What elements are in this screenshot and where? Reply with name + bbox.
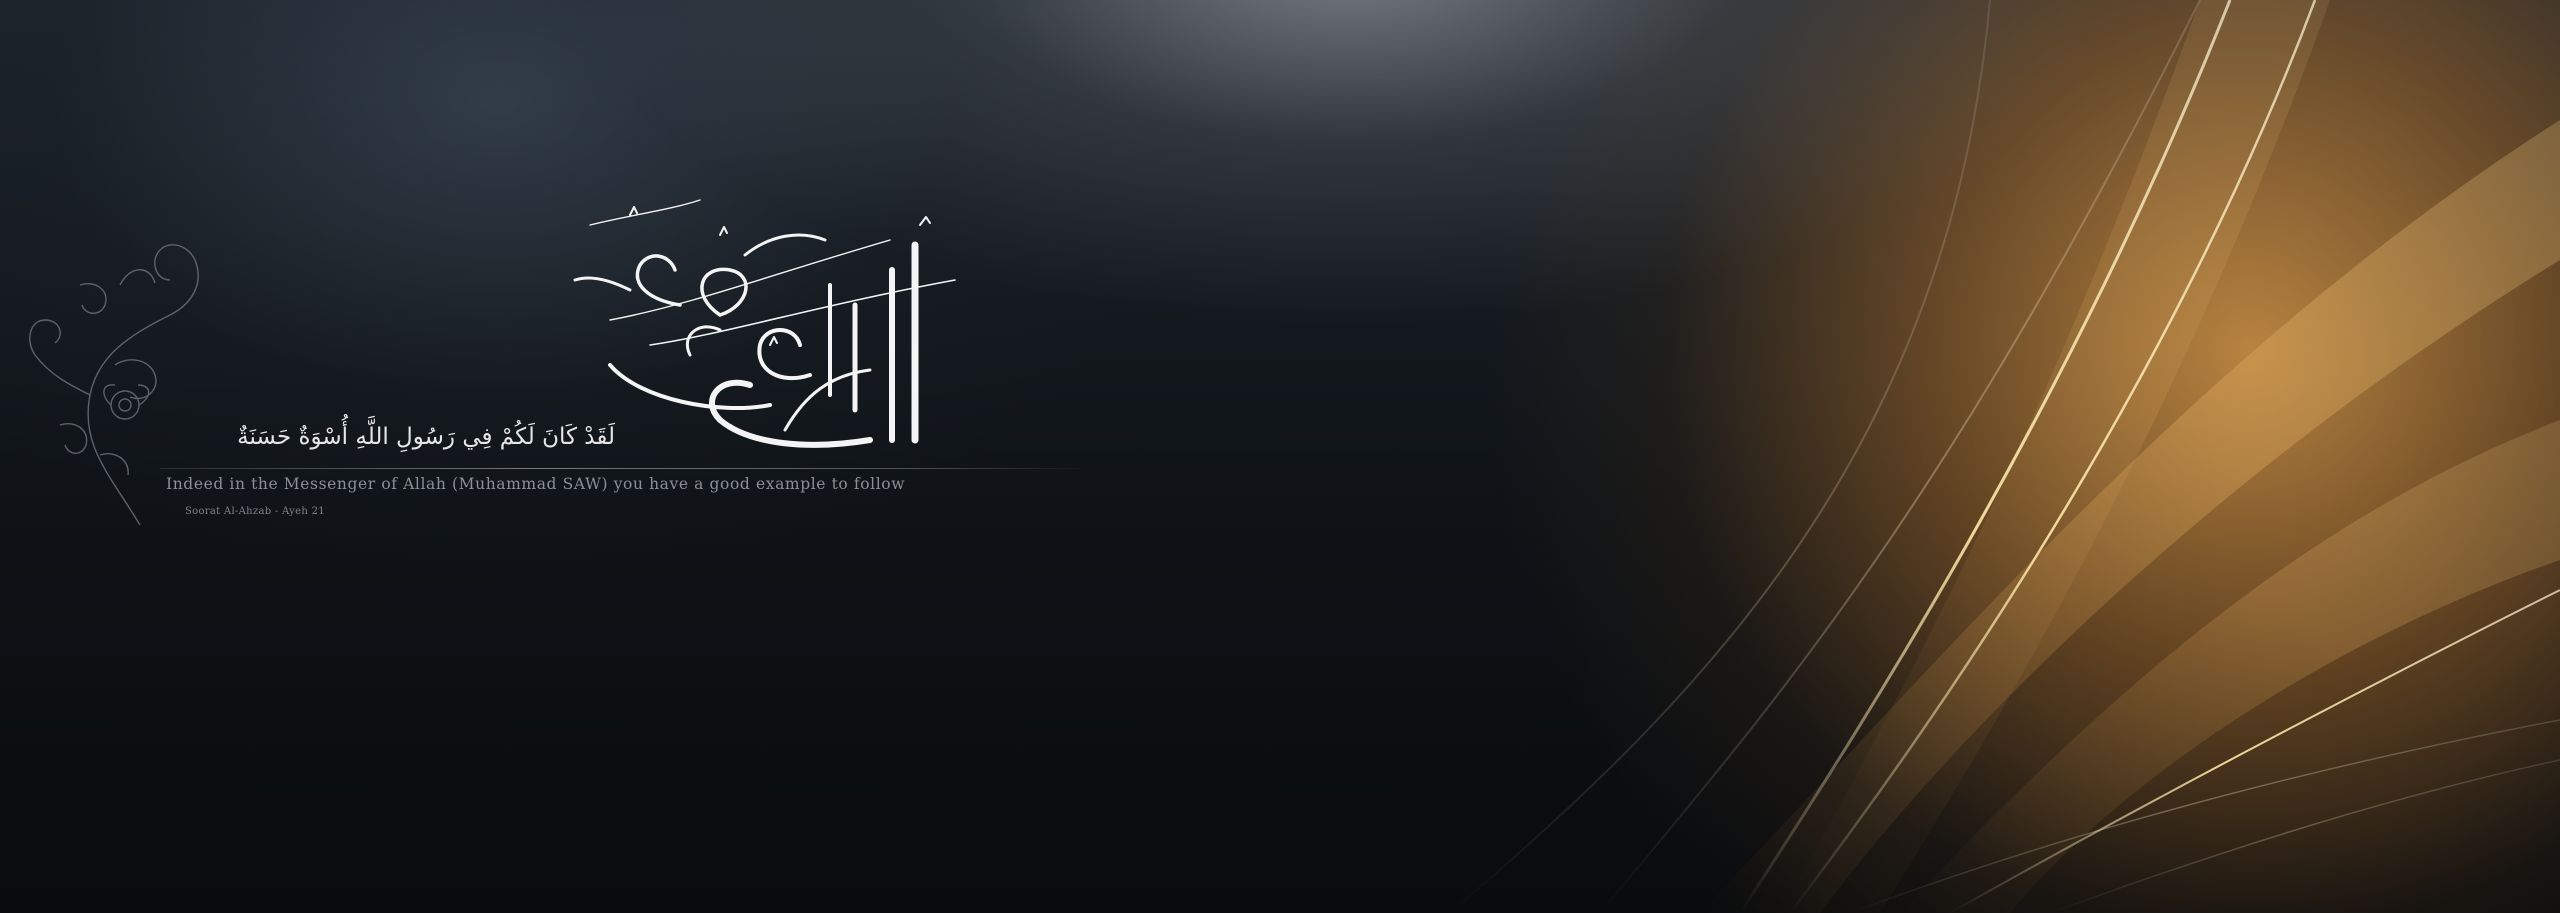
arabic-verse-text: لَقَدْ كَانَ لَكُمْ فِي رَسُولِ اللَّهِ أُسْوَةٌ حَسَنَةٌ: [237, 424, 615, 450]
verse-reference-text: Soorat Al-Ahzab - Ayeh 21: [185, 506, 325, 517]
english-translation-text: Indeed in the Messenger of Allah (Muhammad SAW) you have a good example to follow: [166, 475, 906, 493]
calligraphy-emblem-icon: [570, 195, 960, 455]
divider-line: [160, 468, 1090, 469]
